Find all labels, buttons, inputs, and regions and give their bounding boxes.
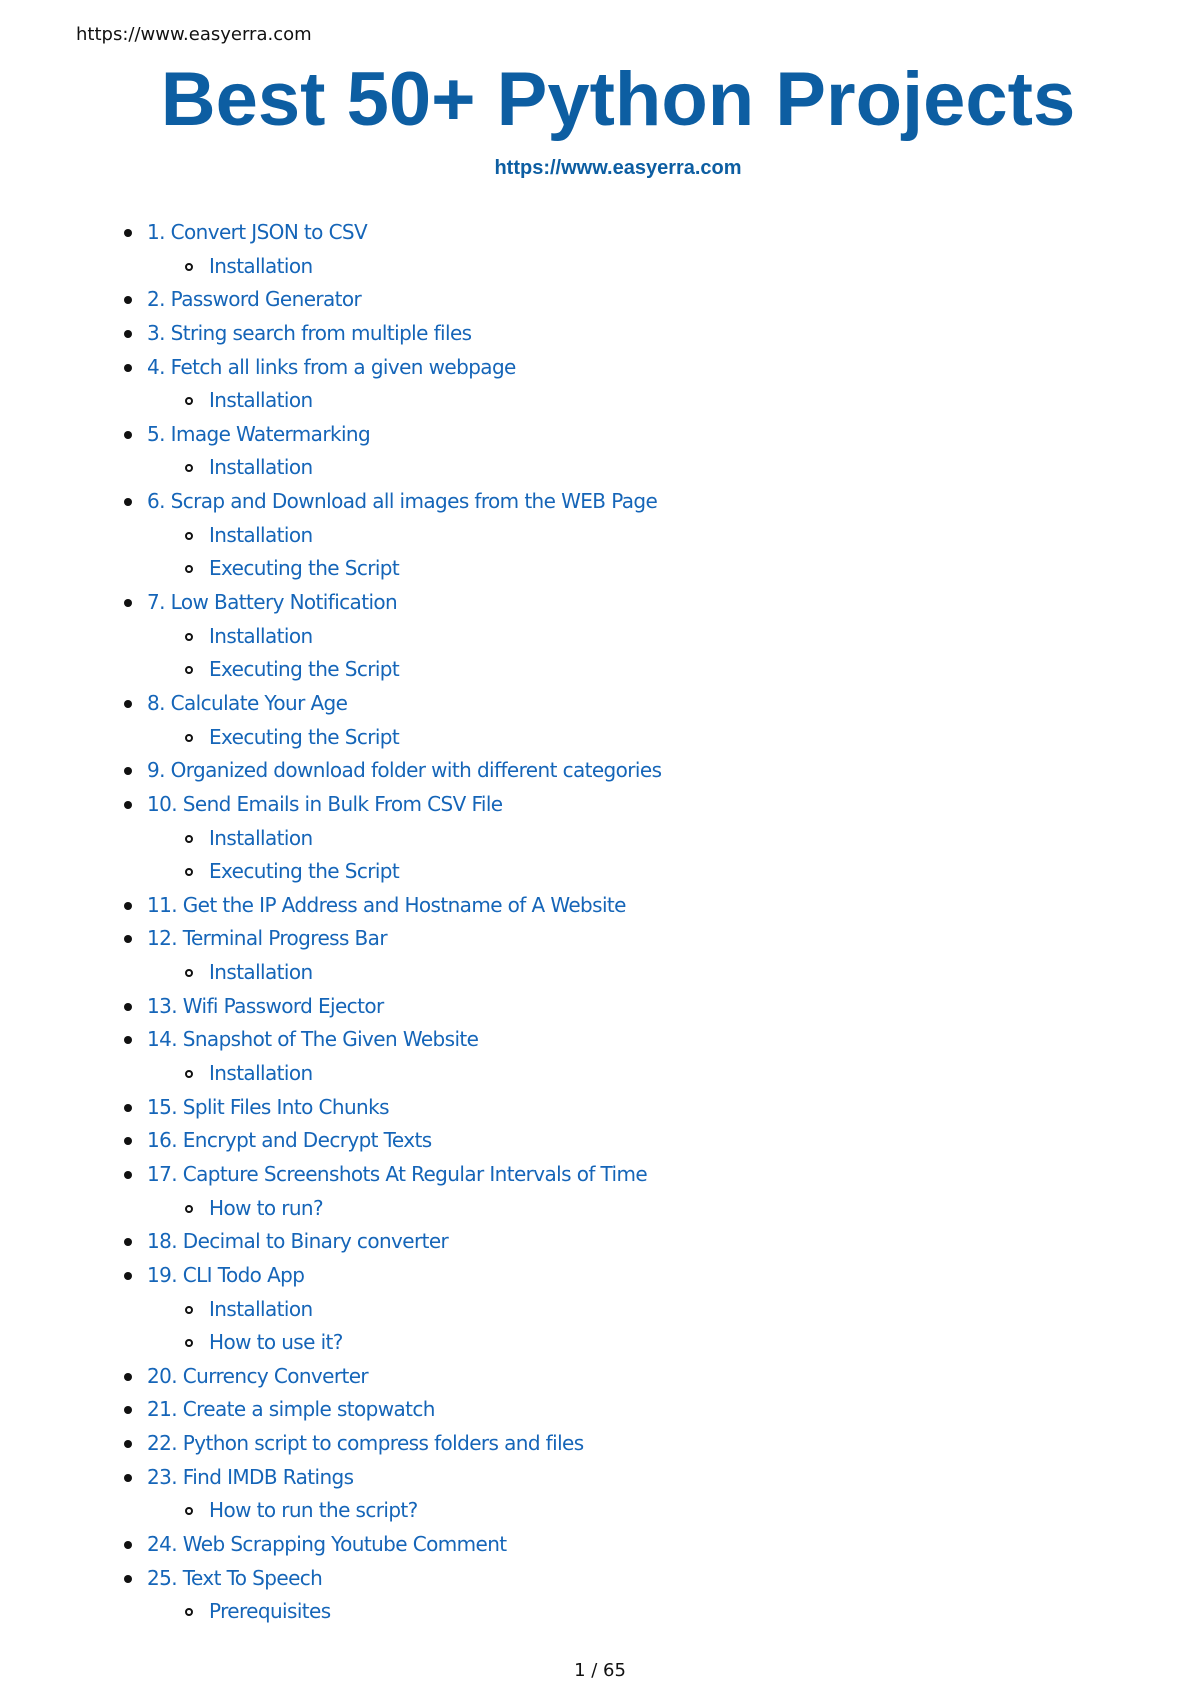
toc-subentry — [0, 384, 1200, 418]
toc-entry — [0, 283, 1200, 317]
hollow-bullet-icon — [185, 565, 193, 573]
toc-link[interactable]: 2. Password Generator — [147, 287, 362, 312]
filled-bullet-icon — [124, 431, 132, 439]
toc-entry — [0, 1427, 1200, 1461]
toc-entry — [0, 216, 1200, 250]
filled-bullet-icon — [124, 1541, 132, 1549]
toc-entry — [0, 1393, 1200, 1427]
toc-entry — [0, 418, 1200, 452]
filled-bullet-icon — [124, 1238, 132, 1246]
filled-bullet-icon — [124, 1440, 132, 1448]
toc-subentry — [0, 1326, 1200, 1360]
hollow-bullet-icon — [185, 835, 193, 843]
toc-link[interactable]: How to run? — [209, 1195, 324, 1220]
toc-link[interactable]: 11. Get the IP Address and Hostname of A Website — [147, 892, 626, 917]
toc-link[interactable]: 24. Web Scrapping Youtube Comment — [147, 1531, 507, 1556]
filled-bullet-icon — [124, 1575, 132, 1583]
hollow-bullet-icon — [185, 868, 193, 876]
filled-bullet-icon — [124, 364, 132, 372]
toc-link[interactable]: 12. Terminal Progress Bar — [147, 926, 387, 951]
hollow-bullet-icon — [185, 633, 193, 641]
toc-link[interactable]: Executing the Script — [209, 657, 400, 682]
toc-subentry — [0, 956, 1200, 990]
toc-link[interactable]: Installation — [209, 522, 313, 547]
toc-entry — [0, 351, 1200, 385]
document-subtitle-link[interactable]: https://www.easyerra.com — [494, 157, 742, 179]
toc-link[interactable]: 18. Decimal to Binary converter — [147, 1229, 449, 1254]
filled-bullet-icon — [124, 1171, 132, 1179]
toc-link[interactable]: Executing the Script — [209, 556, 400, 581]
toc-link[interactable]: 22. Python script to compress folders and files — [147, 1431, 584, 1456]
filled-bullet-icon — [124, 801, 132, 809]
toc-entry — [0, 1023, 1200, 1057]
filled-bullet-icon — [124, 1036, 132, 1044]
hollow-bullet-icon — [185, 397, 193, 405]
toc-subentry — [0, 519, 1200, 553]
hollow-bullet-icon — [185, 1339, 193, 1347]
toc-link[interactable]: 16. Encrypt and Decrypt Texts — [147, 1128, 432, 1153]
toc-entry — [0, 687, 1200, 721]
hollow-bullet-icon — [185, 969, 193, 977]
filled-bullet-icon — [124, 700, 132, 708]
toc-link[interactable]: Prerequisites — [209, 1599, 331, 1624]
toc-link[interactable]: How to run the script? — [209, 1498, 418, 1523]
filled-bullet-icon — [124, 296, 132, 304]
toc-entry — [0, 1562, 1200, 1596]
toc-link[interactable]: 9. Organized download folder with different categories — [147, 758, 662, 783]
toc-subentry — [0, 822, 1200, 856]
toc-subentry — [0, 250, 1200, 284]
toc-subentry — [0, 1595, 1200, 1629]
toc-link[interactable]: Installation — [209, 455, 313, 480]
toc-subentry — [0, 1293, 1200, 1327]
toc-entry — [0, 1259, 1200, 1293]
filled-bullet-icon — [124, 229, 132, 237]
hollow-bullet-icon — [185, 464, 193, 472]
toc-link[interactable]: 13. Wifi Password Ejector — [147, 993, 384, 1018]
toc-link[interactable]: 20. Currency Converter — [147, 1363, 369, 1388]
hollow-bullet-icon — [185, 263, 193, 271]
toc-entry — [0, 1091, 1200, 1125]
filled-bullet-icon — [124, 498, 132, 506]
toc-link[interactable]: Installation — [209, 825, 313, 850]
toc-link[interactable]: 6. Scrap and Download all images from the WEB Page — [147, 489, 658, 514]
toc-subentry — [0, 1494, 1200, 1528]
toc-entry — [0, 586, 1200, 620]
hollow-bullet-icon — [185, 1306, 193, 1314]
toc-link[interactable]: 5. Image Watermarking — [147, 421, 371, 446]
toc-subentry — [0, 552, 1200, 586]
table-of-contents — [0, 216, 1200, 1629]
filled-bullet-icon — [124, 330, 132, 338]
toc-entry — [0, 754, 1200, 788]
hollow-bullet-icon — [185, 1205, 193, 1213]
toc-entry — [0, 1225, 1200, 1259]
toc-link[interactable]: Installation — [209, 388, 313, 413]
toc-entry — [0, 485, 1200, 519]
toc-link[interactable]: Installation — [209, 960, 313, 985]
filled-bullet-icon — [124, 1474, 132, 1482]
filled-bullet-icon — [124, 767, 132, 775]
toc-link[interactable]: 25. Text To Speech — [147, 1565, 323, 1590]
filled-bullet-icon — [124, 1272, 132, 1280]
toc-link[interactable]: 8. Calculate Your Age — [147, 690, 348, 715]
toc-subentry — [0, 620, 1200, 654]
hollow-bullet-icon — [185, 666, 193, 674]
toc-entry — [0, 1124, 1200, 1158]
filled-bullet-icon — [124, 599, 132, 607]
toc-subentry — [0, 1192, 1200, 1226]
toc-link[interactable]: 1. Convert JSON to CSV — [147, 220, 368, 244]
filled-bullet-icon — [124, 1104, 132, 1112]
toc-link[interactable]: Installation — [209, 1061, 313, 1086]
hollow-bullet-icon — [185, 532, 193, 540]
toc-subentry — [0, 653, 1200, 687]
toc-entry — [0, 922, 1200, 956]
toc-entry — [0, 1528, 1200, 1562]
toc-link[interactable]: 21. Create a simple stopwatch — [147, 1397, 435, 1422]
filled-bullet-icon — [124, 1003, 132, 1011]
toc-entry — [0, 1158, 1200, 1192]
toc-link[interactable]: Executing the Script — [209, 859, 400, 884]
toc-link[interactable]: 14. Snapshot of The Given Website — [147, 1027, 479, 1052]
toc-link[interactable]: 23. Find IMDB Ratings — [147, 1464, 354, 1489]
header-url: https://www.easyerra.com — [76, 24, 312, 45]
toc-entry — [0, 788, 1200, 822]
toc-subentry — [0, 855, 1200, 889]
toc-link[interactable]: 3. String search from multiple files — [147, 320, 472, 345]
toc-subentry — [0, 1057, 1200, 1091]
toc-entry — [0, 317, 1200, 351]
toc-link[interactable]: Installation — [209, 253, 313, 278]
toc-subentry — [0, 451, 1200, 485]
filled-bullet-icon — [124, 1137, 132, 1145]
hollow-bullet-icon — [185, 1608, 193, 1616]
toc-link[interactable]: 4. Fetch all links from a given webpage — [147, 354, 516, 379]
filled-bullet-icon — [124, 1406, 132, 1414]
toc-entry — [0, 1360, 1200, 1394]
document-title: Best 50+ Python Projects — [160, 57, 1076, 142]
toc-entry — [0, 990, 1200, 1024]
toc-link[interactable]: Executing the Script — [209, 724, 400, 749]
toc-link[interactable]: 19. CLI Todo App — [147, 1262, 305, 1287]
toc-entry — [0, 889, 1200, 923]
hollow-bullet-icon — [185, 1507, 193, 1515]
toc-link[interactable]: How to use it? — [209, 1330, 343, 1355]
hollow-bullet-icon — [185, 734, 193, 742]
toc-subentry — [0, 721, 1200, 755]
toc-link[interactable]: Installation — [209, 623, 313, 648]
filled-bullet-icon — [124, 935, 132, 943]
toc-entry — [0, 1461, 1200, 1495]
toc-link[interactable]: 15. Split Files Into Chunks — [147, 1094, 389, 1119]
toc-link[interactable]: 7. Low Battery Notification — [147, 590, 398, 615]
hollow-bullet-icon — [185, 1070, 193, 1078]
toc-link[interactable]: 10. Send Emails in Bulk From CSV File — [147, 791, 503, 816]
toc-link[interactable]: Installation — [209, 1296, 313, 1321]
filled-bullet-icon — [124, 902, 132, 910]
filled-bullet-icon — [124, 1373, 132, 1381]
page-number: 1 / 65 — [574, 1660, 626, 1681]
toc-link[interactable]: 17. Capture Screenshots At Regular Intervals of Time — [147, 1161, 648, 1186]
